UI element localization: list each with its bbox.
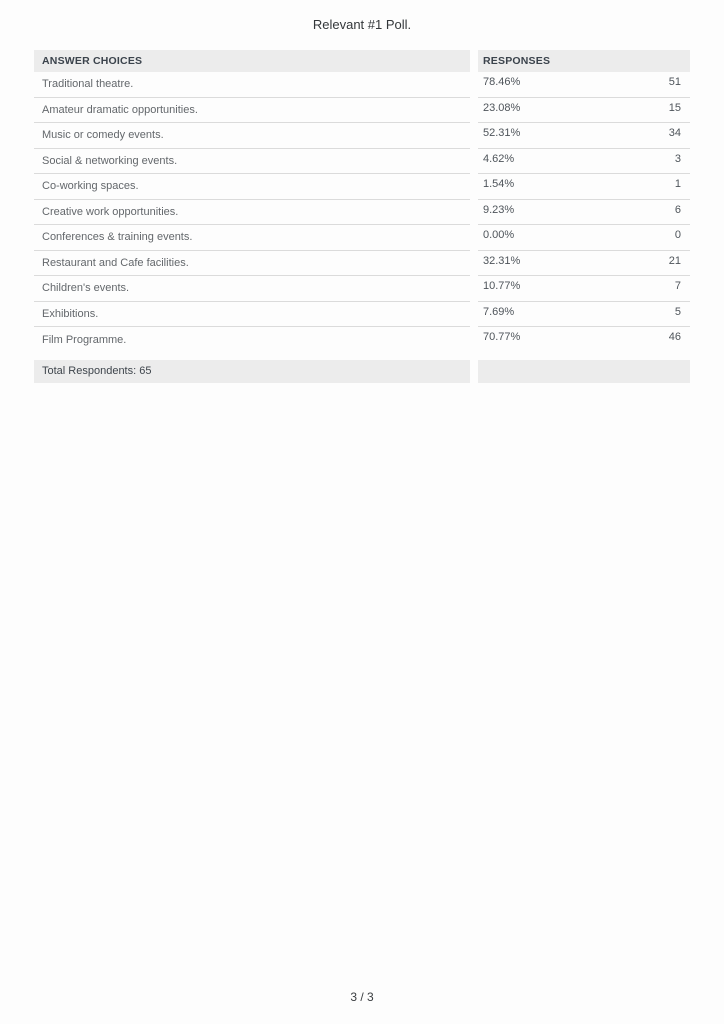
response-count: 15 bbox=[668, 101, 681, 114]
response-cell bbox=[478, 327, 690, 353]
response-percent: 7.69% bbox=[483, 305, 515, 318]
response-percent: 23.08% bbox=[483, 101, 521, 114]
response-count: 46 bbox=[668, 331, 681, 343]
response-cell bbox=[478, 200, 690, 226]
table-row bbox=[34, 276, 690, 302]
response-count: 3 bbox=[674, 152, 681, 165]
response-percent: 52.31% bbox=[483, 127, 521, 139]
table-row bbox=[34, 200, 690, 226]
response-percent: 1.54% bbox=[483, 178, 515, 190]
response-cell bbox=[478, 302, 690, 328]
response-percent: 10.77% bbox=[483, 280, 521, 292]
answer-choice-label: Children's events. bbox=[34, 276, 470, 302]
response-count: 21 bbox=[668, 254, 681, 267]
table-row bbox=[34, 149, 690, 175]
response-count: 1 bbox=[674, 178, 681, 190]
response-percent: 9.23% bbox=[483, 203, 515, 216]
response-cell bbox=[478, 225, 690, 251]
total-respondents-spacer bbox=[478, 360, 690, 383]
response-cell bbox=[478, 174, 690, 200]
answer-choice-label: Traditional theatre. bbox=[34, 72, 470, 98]
response-cell bbox=[478, 98, 690, 124]
response-percent: 70.77% bbox=[483, 331, 521, 343]
response-percent: 4.62% bbox=[483, 152, 515, 165]
table-row bbox=[34, 123, 690, 149]
answer-choice-label: Co-working spaces. bbox=[34, 174, 470, 200]
table-row bbox=[34, 225, 690, 251]
column-header-answer-choices: ANSWER CHOICES bbox=[34, 50, 470, 72]
response-percent: 0.00% bbox=[483, 229, 515, 241]
response-cell bbox=[478, 251, 690, 277]
table-row bbox=[34, 302, 690, 328]
answer-choice-label: Exhibitions. bbox=[34, 302, 470, 328]
response-cell bbox=[478, 123, 690, 149]
response-count: 34 bbox=[668, 127, 681, 139]
table-total-row bbox=[34, 360, 690, 383]
answer-choice-label: Restaurant and Cafe facilities. bbox=[34, 251, 470, 277]
table-header-row bbox=[34, 50, 690, 72]
answer-choice-label: Amateur dramatic opportunities. bbox=[34, 98, 470, 124]
answer-choice-label: Creative work opportunities. bbox=[34, 200, 470, 226]
table-row bbox=[34, 327, 690, 353]
response-count: 7 bbox=[674, 280, 681, 292]
table-body bbox=[34, 72, 690, 353]
answer-choice-label: Social & networking events. bbox=[34, 149, 470, 175]
column-header-responses: RESPONSES bbox=[478, 50, 690, 72]
response-count: 5 bbox=[674, 305, 681, 318]
poll-results-table bbox=[34, 50, 690, 383]
table-row bbox=[34, 98, 690, 124]
response-count: 0 bbox=[674, 229, 681, 241]
response-percent: 78.46% bbox=[483, 76, 521, 88]
table-row bbox=[34, 72, 690, 98]
table-row bbox=[34, 251, 690, 277]
response-cell bbox=[478, 276, 690, 302]
page-title: Relevant #1 Poll. bbox=[312, 17, 412, 32]
response-cell bbox=[478, 149, 690, 175]
response-count: 51 bbox=[668, 76, 681, 88]
response-count: 6 bbox=[674, 203, 681, 216]
table-row bbox=[34, 174, 690, 200]
total-respondents-label: Total Respondents: 65 bbox=[34, 360, 470, 383]
response-percent: 32.31% bbox=[483, 254, 521, 267]
answer-choice-label: Conferences & training events. bbox=[34, 225, 470, 251]
answer-choice-label: Film Programme. bbox=[42, 333, 127, 346]
response-cell bbox=[478, 72, 690, 98]
page-number: 3 / 3 bbox=[350, 990, 374, 1004]
answer-choice-label: Music or comedy events. bbox=[34, 123, 470, 149]
